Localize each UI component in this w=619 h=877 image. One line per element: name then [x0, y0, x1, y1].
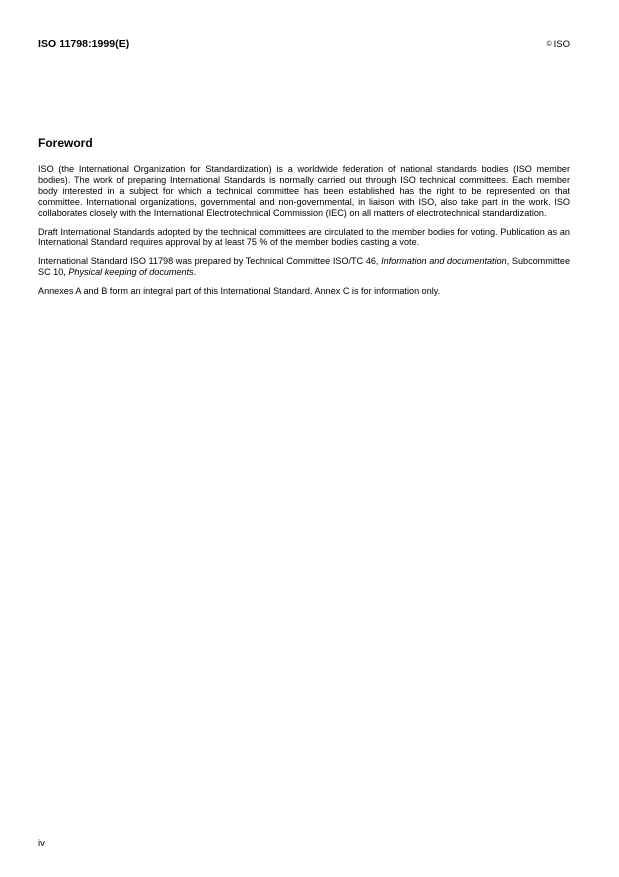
copyright-notice — [546, 39, 570, 50]
page-title: Foreword — [38, 136, 93, 150]
document-id: ISO 11798:1999(E) — [38, 38, 130, 50]
paragraph-draft-standards: Draft International Standards adopted by the technical committees are circulated to the member bodies for voting. Publication as an International Standard requires approval by at least 75 % of the member bodies casting a vote. — [38, 226, 570, 248]
foreword-body — [38, 164, 570, 305]
preparation-text-1: International Standard ISO 11798 was prepared by Technical Committee ISO/TC 46, — [38, 256, 382, 267]
page-number: iv — [38, 838, 45, 849]
paragraph-preparation — [38, 256, 570, 278]
preparation-text-2: , Subcommittee SC 10, — [38, 256, 571, 278]
paragraph-iso-overview: ISO (the International Organization for Standardization) is a worldwide federation of national standards bodies (ISO member bodies). The work of preparing International Standards is normally carried out through ISO technical committees. Each member body interested in a subject for which a technical committee has been established has the right to be represented on that committee. International organizations, governmental and non-governmental, in liaison with ISO, also take part in the work. ISO collaborates closely with the International Electrotechnical Commission (IEC) on all matters of electrotechnical standardization. — [38, 164, 570, 218]
paragraph-annexes: Annexes A and B form an integral part of this International Standard. Annex C is for information only. — [38, 286, 441, 297]
copyright-symbol: © — [546, 41, 552, 48]
committee-title: Information and documentation — [381, 256, 507, 267]
preparation-text-3: . — [193, 267, 197, 278]
copyright-owner: ISO — [553, 39, 570, 50]
subcommittee-title: Physical keeping of documents — [68, 267, 194, 278]
